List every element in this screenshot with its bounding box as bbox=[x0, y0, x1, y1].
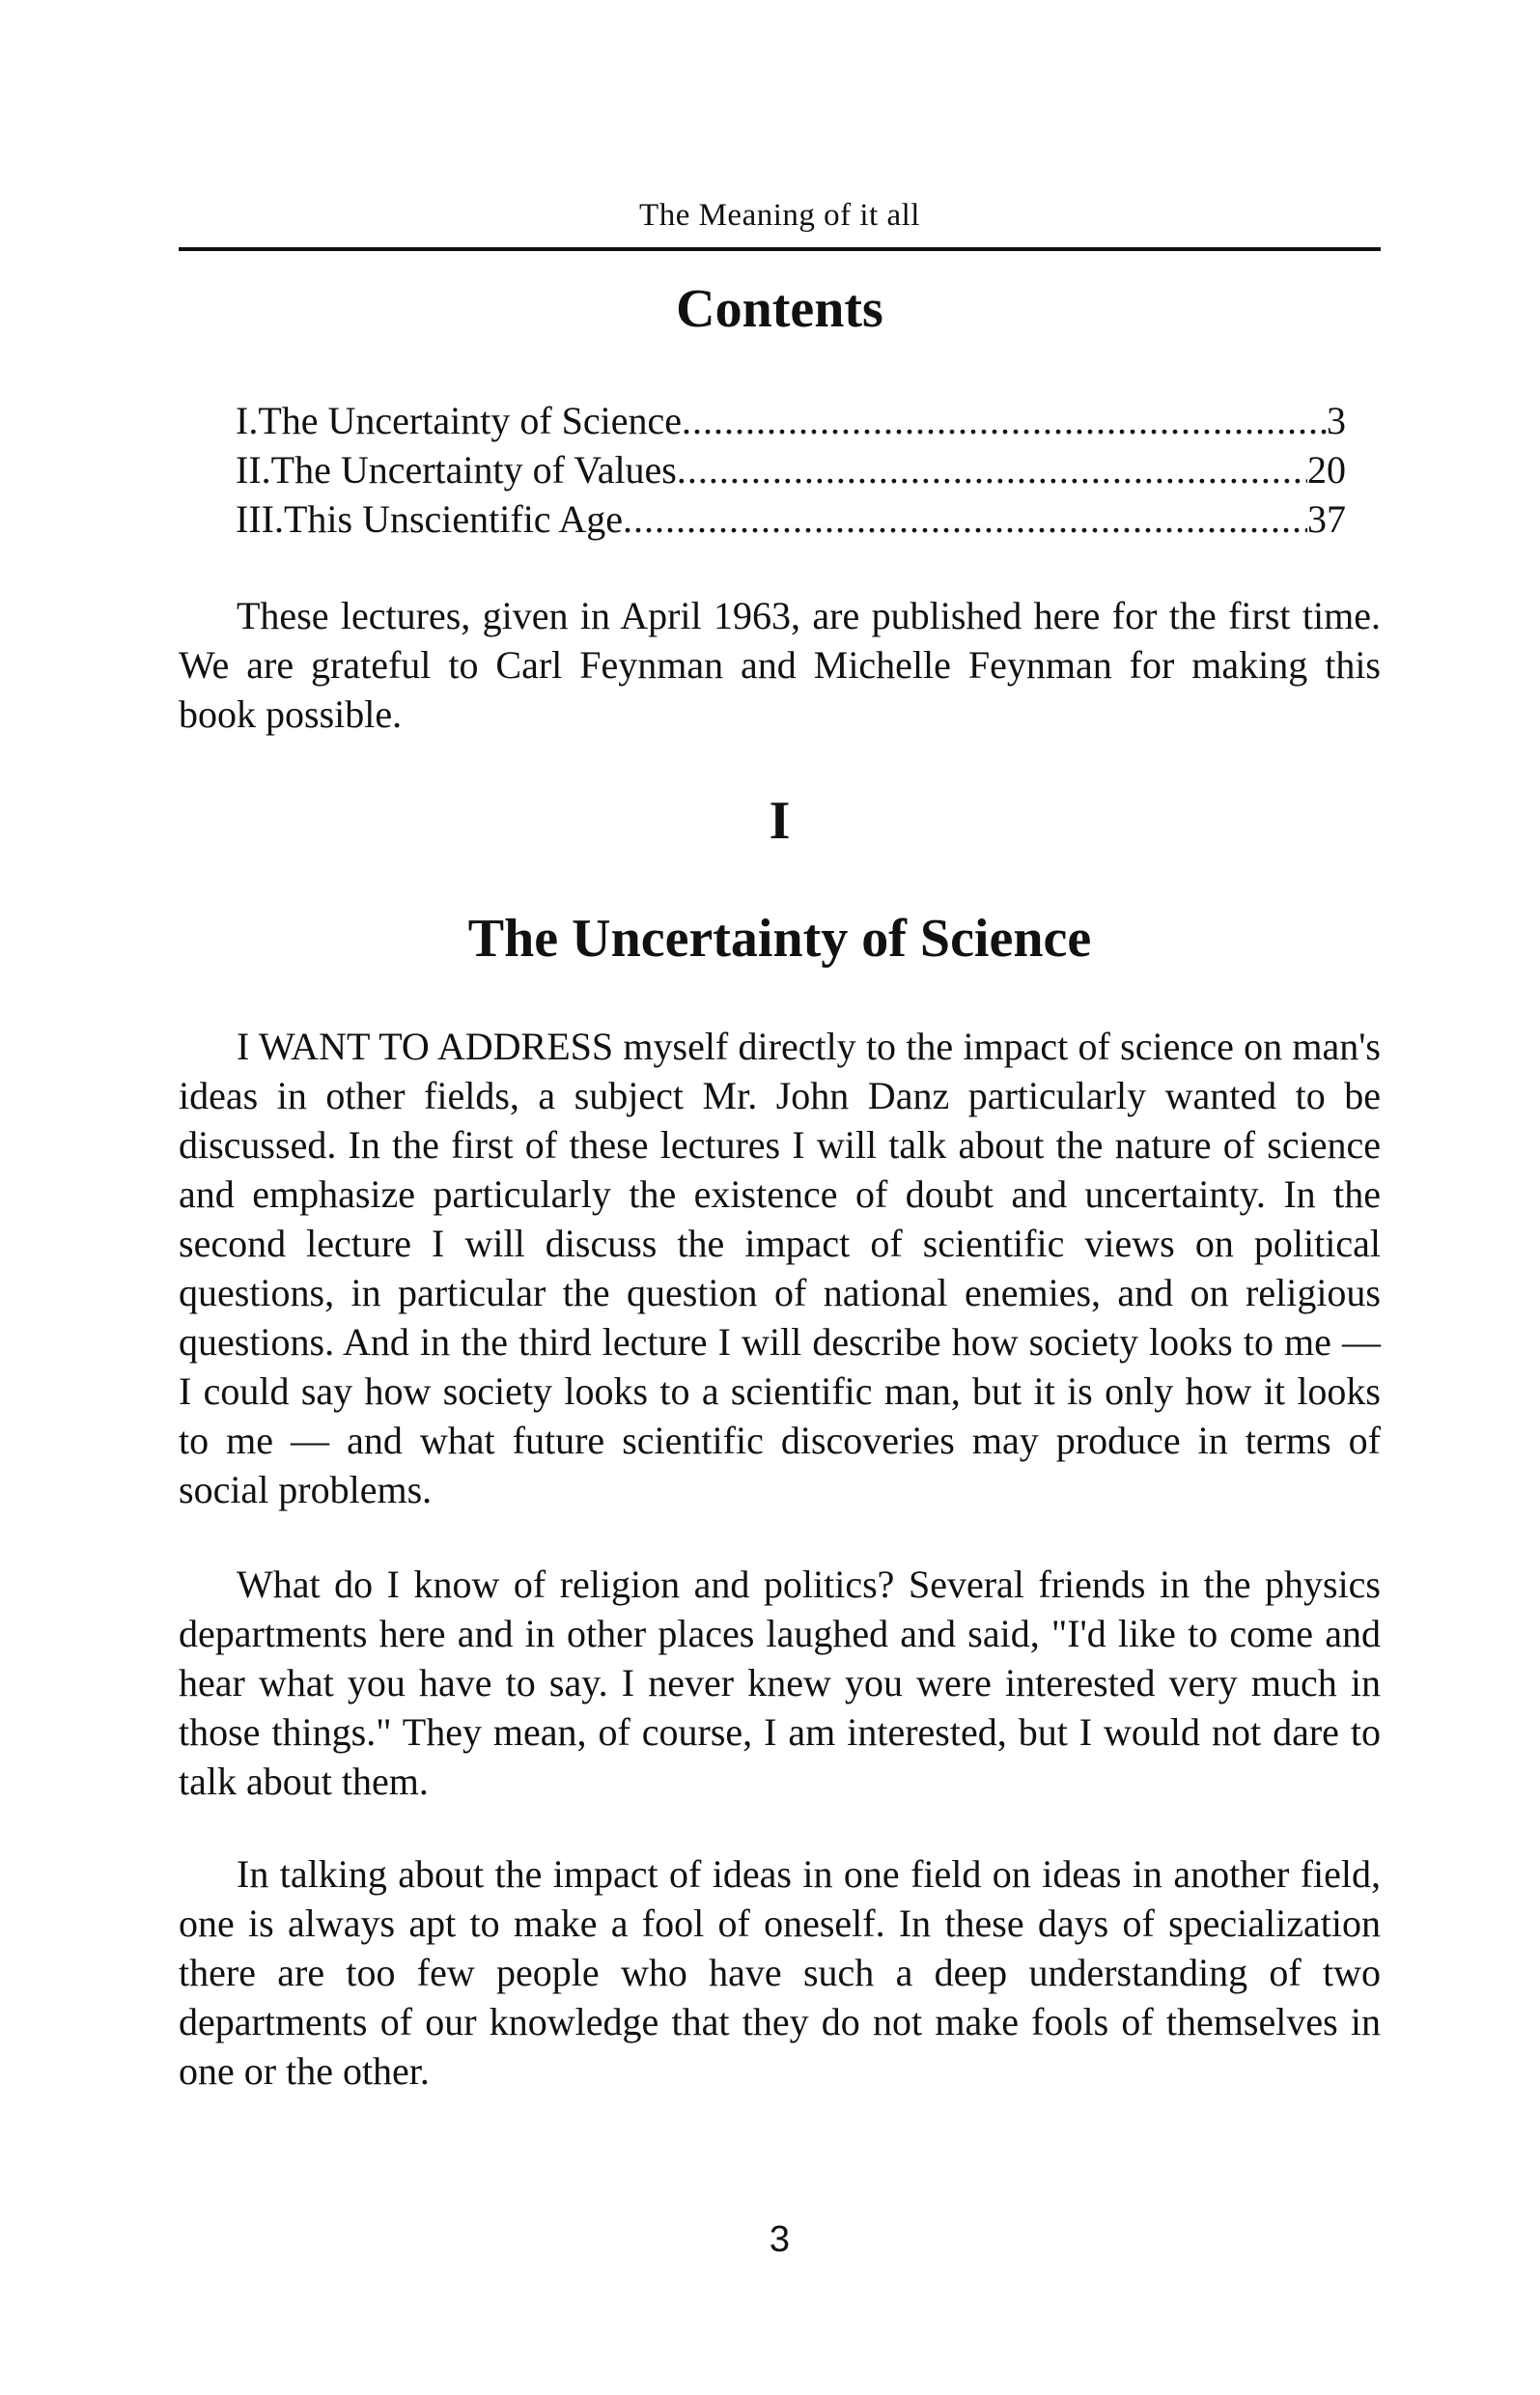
chapter-number: I bbox=[769, 791, 791, 851]
body-paragraph: What do I know of religion and politics? Several friends in the physics departments here and in other places laughed and said, "I'd like to come and hear what you have to say. I never knew you were interested very much in those things." They mean, of course, I am interested, but I would not dare to talk about them. bbox=[179, 1563, 1381, 1803]
page-number: 3 bbox=[769, 2219, 791, 2260]
header-rule bbox=[179, 247, 1381, 251]
toc-leader-dots bbox=[623, 494, 1307, 544]
toc-entry[interactable] bbox=[236, 445, 1346, 494]
toc-entry[interactable] bbox=[236, 396, 1346, 445]
contents-title: Contents bbox=[676, 279, 883, 339]
table-of-contents bbox=[236, 396, 1346, 544]
toc-entry-label: I.The Uncertainty of Science bbox=[236, 399, 683, 442]
toc-entry-label: II.The Uncertainty of Values bbox=[236, 448, 677, 492]
running-head: The Meaning of it all bbox=[639, 198, 920, 233]
toc-entry-label: III.This Unscientific Age bbox=[236, 497, 623, 541]
toc-entry-page: 37 bbox=[1307, 497, 1346, 541]
toc-leader-dots bbox=[682, 396, 1327, 445]
chapter-title: The Uncertainty of Science bbox=[467, 909, 1092, 969]
toc-leader-dots bbox=[677, 445, 1307, 494]
body-paragraph: In talking about the impact of ideas in one field on ideas in another field, one is always apt to make a fool of oneself. In these days of specialization there are too few people who have such a deep understanding of two departments of our knowledge that they do not make fools of themselves in one or the other. bbox=[179, 1852, 1381, 2093]
toc-entry[interactable] bbox=[236, 494, 1346, 544]
toc-entry-page: 3 bbox=[1327, 399, 1346, 442]
publication-note: These lectures, given in April 1963, are published here for the first time. We are grateful to Carl Feynman and Michelle Feynman for making this book possible. bbox=[179, 594, 1381, 736]
toc-entry-page: 20 bbox=[1307, 448, 1346, 492]
body-paragraph: I WANT TO ADDRESS myself directly to the impact of science on man's ideas in other fields, a subject Mr. John Danz particularly wanted to be discussed. In the first of these lectures I will talk about the nature of science and emphasize particularly the existence of doubt and uncertainty. In the second lecture I will discuss the impact of scientific views on political questions, in particular the question of national enemies, and on religious questions. And in the third lecture I will describe how society looks to me — I could say how society looks to a scientific man, but it is only how it looks to me — and what future scientific discoveries may produce in terms of social problems. bbox=[179, 1025, 1381, 1511]
